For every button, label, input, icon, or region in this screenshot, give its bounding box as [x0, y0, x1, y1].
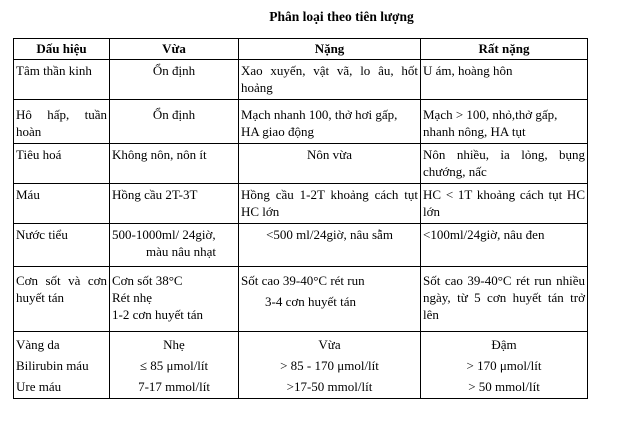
- vua-cell: Hồng cầu 2T-3T: [110, 184, 239, 224]
- header-rat-nang: Rất nặng: [421, 39, 588, 60]
- vua-line: Nhẹ: [163, 337, 185, 352]
- nang-cell: Nôn vừa: [239, 144, 421, 184]
- rat-nang-cell: Sốt cao 39-40°C rét run nhiều ngày, từ 5 cơn huyết tán trở lên: [421, 267, 588, 332]
- nang-cell: [239, 332, 421, 399]
- sign-line: Ure máu: [16, 379, 62, 394]
- vua-line: 500-1000ml/ 24giờ,: [112, 227, 216, 242]
- sign-cell: Máu: [14, 184, 110, 224]
- table-row: [14, 100, 588, 144]
- sign-cell: Tâm thần kinh: [14, 60, 110, 100]
- rat-nang-line: > 170 μmol/lít: [466, 358, 542, 373]
- nang-line: > 85 - 170 μmol/lít: [280, 358, 379, 373]
- nang-cell: Hồng cầu 1-2T khoảng cách tụt HC lớn: [239, 184, 421, 224]
- table-row: [14, 332, 588, 399]
- vua-line: màu nâu nhạt: [146, 244, 217, 259]
- vua-cell: Ổn định: [110, 100, 239, 144]
- table-row: [14, 267, 588, 332]
- rat-nang-cell: Nôn nhiều, ỉa lỏng, bụng chướng, nấc: [421, 144, 588, 184]
- sign-cell: Cơn sốt và cơn huyết tán: [14, 267, 110, 332]
- header-sign: Dấu hiệu: [14, 39, 110, 60]
- rat-nang-line: Đậm: [491, 337, 517, 352]
- rat-nang-line: > 50 mmol/lít: [468, 379, 540, 394]
- nang-line: >17-50 mmol/lít: [286, 379, 373, 394]
- sign-cell: Nước tiểu: [14, 224, 110, 267]
- rat-nang-cell: HC < 1T khoảng cách tụt HC lớn: [421, 184, 588, 224]
- nang-cell: Mạch nhanh 100, thở hơi gấp, HA giao động: [239, 100, 421, 144]
- sign-line: Bilirubin máu: [16, 358, 89, 373]
- vua-line: Cơn sốt 38°C: [112, 273, 183, 288]
- page-title: Phân loại theo tiên lượng: [269, 9, 414, 24]
- nang-line: 3-4 cơn huyết tán: [265, 294, 356, 309]
- rat-nang-cell: Mạch > 100, nhỏ,thở gấp, nhanh nông, HA tụt: [421, 100, 588, 144]
- nang-line: Sốt cao 39-40°C rét run: [241, 273, 365, 288]
- nang-cell: <500 ml/24giờ, nâu sẫm: [239, 224, 421, 267]
- rat-nang-cell: U ám, hoàng hôn: [421, 60, 588, 100]
- vua-cell: Không nôn, nôn ít: [110, 144, 239, 184]
- table-row: [14, 144, 588, 184]
- sign-line: Vàng da: [16, 337, 60, 352]
- header-vua: Vừa: [110, 39, 239, 60]
- vua-line: Rét nhẹ: [112, 290, 153, 305]
- nang-cell: Xao xuyến, vật vã, lo âu, hốt hoảng: [239, 60, 421, 100]
- vua-cell: [110, 332, 239, 399]
- nang-cell: [239, 267, 421, 332]
- vua-cell: [110, 267, 239, 332]
- rat-nang-cell: [421, 332, 588, 399]
- vua-line: 7-17 mmol/lít: [138, 379, 210, 394]
- rat-nang-cell: <100ml/24giờ, nâu đen: [421, 224, 588, 267]
- sign-cell: Hô hấp, tuần hoàn: [14, 100, 110, 144]
- sign-cell: [14, 332, 110, 399]
- table-row: [14, 60, 588, 100]
- vua-cell: Ổn định: [110, 60, 239, 100]
- vua-line: ≤ 85 μmol/lít: [139, 358, 209, 373]
- vua-cell: [110, 224, 239, 267]
- vua-line: 1-2 cơn huyết tán: [112, 307, 203, 322]
- prognosis-table: [13, 38, 588, 399]
- header-nang: Nặng: [239, 39, 421, 60]
- table-row: [14, 184, 588, 224]
- table-row: [14, 224, 588, 267]
- table-header-row: [14, 39, 588, 60]
- nang-line: Vừa: [318, 337, 341, 352]
- sign-cell: Tiêu hoá: [14, 144, 110, 184]
